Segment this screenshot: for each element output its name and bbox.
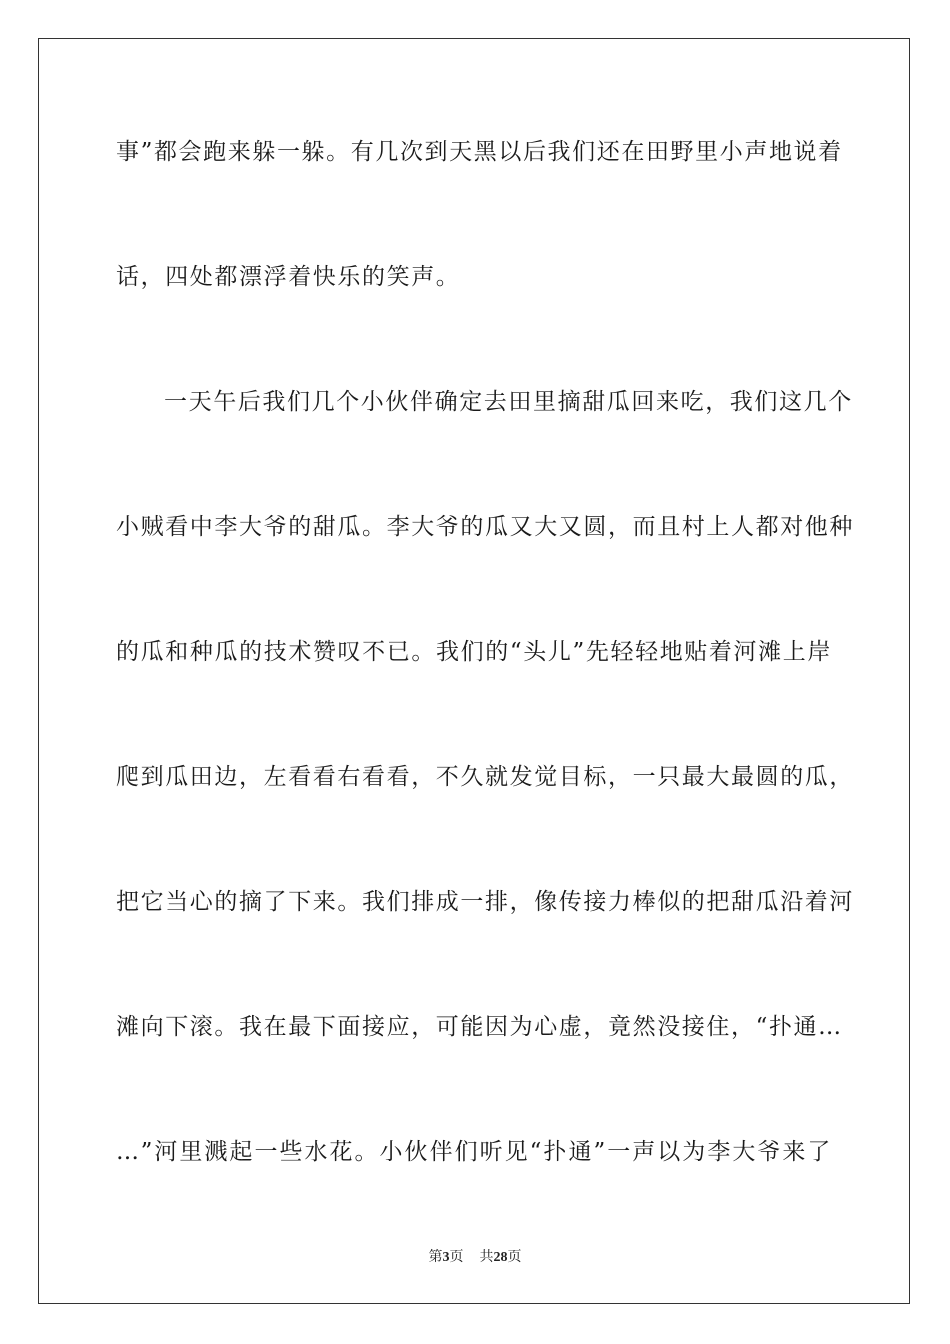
text-line-5: 的瓜和种瓜的技术赞叹不已。我们的“头儿”先轻轻地贴着河滩上岸 bbox=[116, 639, 832, 665]
text-line-9: …”河里溅起一些水花。小伙伴们听见“扑通”一声以为李大爷来了 bbox=[116, 1139, 832, 1165]
page-frame bbox=[38, 38, 910, 1304]
page-suffix: 页 bbox=[449, 1249, 464, 1265]
text-line-2: 话，四处都漂浮着快乐的笑声。 bbox=[116, 264, 461, 290]
text-line-4: 小贼看中李大爷的甜瓜。李大爷的瓜又大又圆，而且村上人都对他种 bbox=[116, 514, 854, 540]
text-line-8: 滩向下滚。我在最下面接应，可能因为心虚，竟然没接住，“扑通… bbox=[116, 1014, 843, 1040]
total-suffix: 页 bbox=[507, 1249, 522, 1265]
text-line-1: 事”都会跑来躲一躲。有几次到天黑以后我们还在田野里小声地说着 bbox=[116, 139, 843, 165]
text-line-3: 一天午后我们几个小伙伴确定去田里摘甜瓜回来吃，我们这几个 bbox=[164, 389, 853, 415]
text-line-7: 把它当心的摘了下来。我们排成一排，像传接力棒似的把甜瓜沿着河 bbox=[116, 889, 854, 915]
page-number: 3 bbox=[442, 1250, 450, 1265]
page-footer bbox=[0, 1247, 950, 1268]
text-line-6: 爬到瓜田边，左看看右看看，不久就发觉目标，一只最大最圆的瓜， bbox=[116, 764, 854, 790]
page-prefix: 第 bbox=[428, 1249, 443, 1265]
total-prefix: 共 bbox=[479, 1249, 494, 1265]
total-pages: 28 bbox=[493, 1250, 508, 1265]
